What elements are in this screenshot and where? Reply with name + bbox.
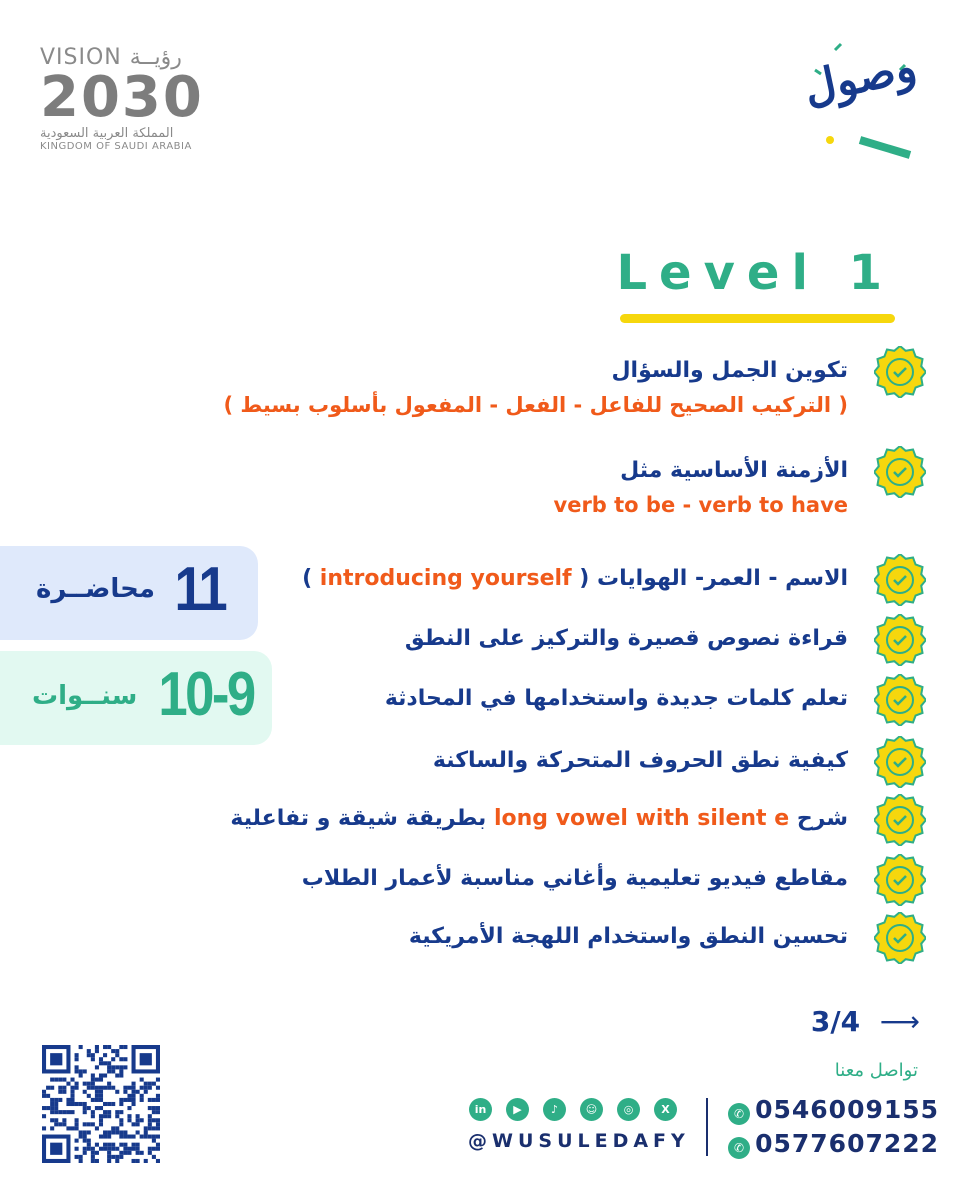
list-item: تعلم كلمات جديدة واستخدامها في المحادثة	[384, 686, 848, 711]
item-subtext: verb to be - verb to have	[553, 493, 848, 517]
social-handle[interactable]: @WUSULEDAFY	[468, 1130, 690, 1152]
ages-box	[0, 651, 272, 745]
item-text: الاسم - العمر- الهوايات (	[571, 566, 848, 591]
check-badge-icon	[874, 912, 926, 964]
item-subtext: ( التركيب الصحيح للفاعل - الفعل - المفعول بأسلوب بسيط )	[223, 393, 848, 417]
divider	[706, 1098, 708, 1156]
list-item	[554, 458, 848, 517]
youtube-icon[interactable]: ▶	[506, 1098, 529, 1121]
check-badge-icon	[874, 794, 926, 846]
item-text: تكوين الجمل والسؤال	[611, 358, 848, 383]
item-en: introducing yourself	[319, 566, 572, 591]
phone-row[interactable]	[728, 1095, 939, 1125]
item-text: شرح	[789, 806, 848, 831]
ages-range: 10-9	[158, 660, 254, 729]
check-badge-icon	[874, 854, 926, 906]
tiktok-icon[interactable]: ♪	[543, 1098, 566, 1121]
list-item	[223, 358, 848, 417]
level-title: Level 1	[616, 245, 894, 301]
list-item: تحسين النطق واستخدام اللهجة الأمريكية	[408, 924, 848, 949]
vision-en: VISION	[40, 45, 122, 70]
vision-ar: رؤيــة	[129, 45, 182, 70]
vision-year: 2030	[40, 65, 204, 130]
arrow-right-icon: ⟶	[879, 1005, 920, 1038]
contact-title: تواصل معنا	[834, 1060, 918, 1081]
title-underline	[620, 314, 895, 323]
item-text-end: بطريقة شيقة و تفاعلية	[230, 806, 494, 831]
linkedin-icon[interactable]: in	[469, 1098, 492, 1121]
phone-number: 0577607222	[755, 1129, 940, 1158]
list-item	[230, 806, 848, 831]
wusul-logo-text: وصول	[799, 40, 921, 115]
check-badge-icon	[874, 346, 926, 398]
phone-icon: ✆	[728, 1103, 750, 1125]
phone-number: 0546009155	[755, 1095, 940, 1124]
check-badge-icon	[874, 614, 926, 666]
check-badge-icon	[874, 446, 926, 498]
qr-code	[42, 1045, 160, 1163]
list-item: مقاطع فيديو تعليمية وأغاني مناسبة لأعمار الطلاب	[301, 866, 848, 891]
instagram-icon[interactable]: ◎	[617, 1098, 640, 1121]
item-en: long vowel with silent e	[493, 806, 790, 831]
ages-label: سنــوات	[32, 681, 138, 711]
lectures-label: محاضــرة	[36, 574, 156, 604]
phone-icon: ✆	[728, 1137, 750, 1159]
item-text: الأزمنة الأساسية مثل	[620, 458, 848, 483]
list-item: قراءة نصوص قصيرة والتركيز على النطق	[404, 626, 848, 651]
lectures-count: 11	[174, 555, 226, 624]
page-indicator[interactable]	[811, 1005, 920, 1038]
item-text-end: )	[302, 566, 320, 591]
page-number: 3/4	[810, 1005, 861, 1038]
check-badge-icon	[874, 736, 926, 788]
kingdom-ar: المملكة العربية السعودية	[40, 126, 174, 141]
list-item	[302, 566, 848, 591]
check-badge-icon	[874, 674, 926, 726]
lectures-box	[0, 546, 258, 640]
list-item: كيفية نطق الحروف المتحركة والساكنة	[432, 748, 848, 773]
x-icon[interactable]: X	[654, 1098, 677, 1121]
phone-row[interactable]	[728, 1129, 939, 1159]
snapchat-icon[interactable]: ☺	[580, 1098, 603, 1121]
social-icons	[469, 1098, 691, 1121]
vision-2030-logo	[40, 45, 220, 152]
check-badge-icon	[874, 554, 926, 606]
kingdom-en: KINGDOM OF SAUDI ARABIA	[40, 141, 192, 152]
